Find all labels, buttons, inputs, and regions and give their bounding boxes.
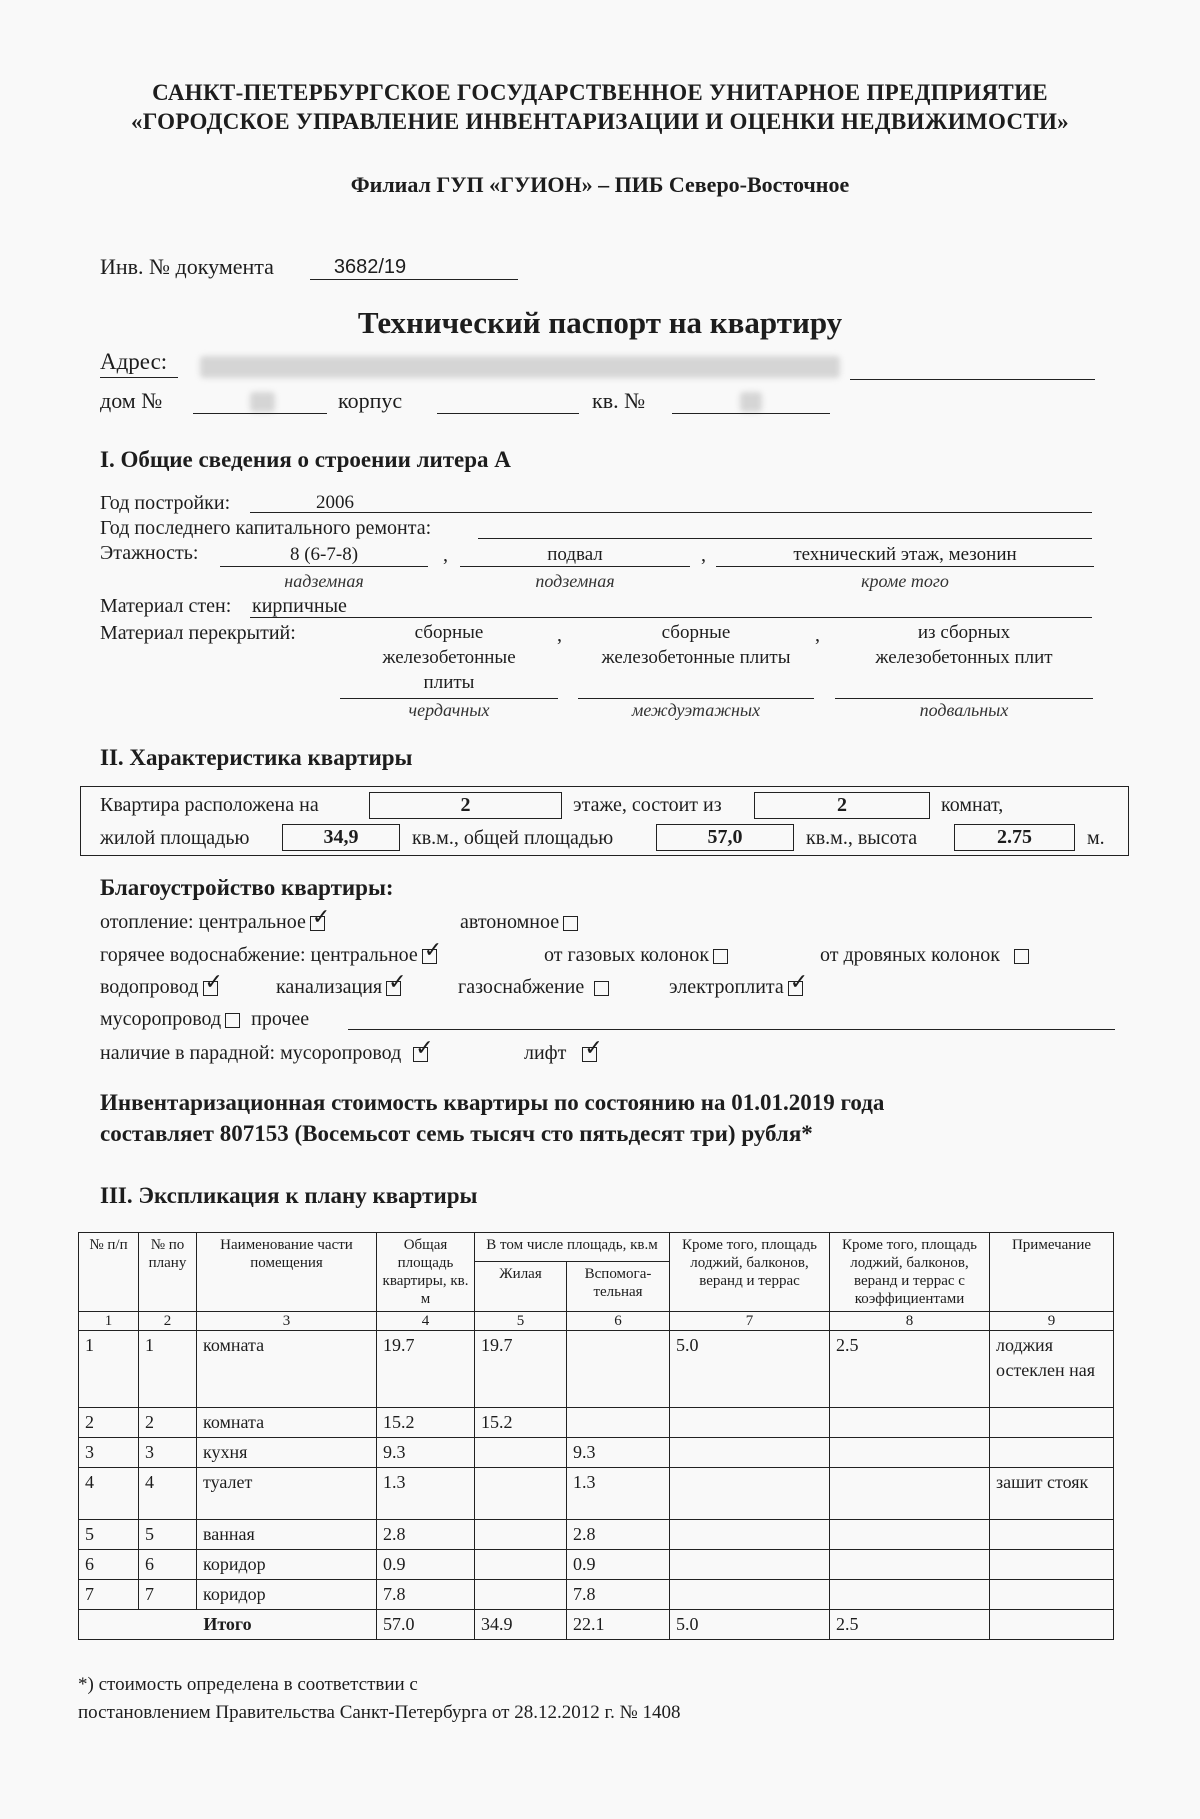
cell-note: лоджия остеклен ная	[990, 1331, 1114, 1408]
korpus-label: корпус	[338, 388, 403, 413]
col-header-living: Жилая	[475, 1262, 567, 1312]
footnote-line1: *) стоимость определена в соответствии с	[78, 1674, 418, 1695]
sewer-checkbox[interactable]	[386, 981, 401, 996]
living-area-label: жилой площадью	[100, 827, 250, 849]
caption-extra: кроме того	[861, 571, 949, 591]
col-number: 9	[990, 1312, 1114, 1331]
hotwater-wood-label: от дровяных колонок	[820, 944, 1001, 966]
height-value: 2.75	[997, 826, 1032, 848]
cell-total: 1.3	[377, 1468, 475, 1520]
inv-number: 3682/19	[333, 256, 407, 278]
floor-value: 2	[460, 794, 471, 816]
cell-living: 15.2	[475, 1408, 567, 1438]
cell-num: 6	[79, 1550, 139, 1580]
valuation-line2: составляет 807153 (Восемьсот семь тысяч сто пятьдесят три) рубля*	[100, 1121, 813, 1146]
document-title: Технический паспорт на квартиру	[357, 305, 843, 340]
table-total-row	[79, 1610, 1114, 1640]
inter-material-l1: сборные	[661, 622, 731, 643]
chute-label: мусоропровод	[100, 1008, 222, 1030]
cell-total: 15.2	[377, 1408, 475, 1438]
address-label: Адрес:	[100, 349, 168, 374]
cell-note: зашит стояк	[990, 1468, 1114, 1520]
entrance-label: наличие в парадной:	[100, 1042, 276, 1064]
hotwater-label: горячее водоснабжение:	[100, 944, 306, 966]
cell-aux	[567, 1408, 670, 1438]
cell-loggia-k: 2.5	[830, 1331, 990, 1408]
hotwater-wood-checkbox[interactable]	[1014, 949, 1029, 964]
cell-loggia	[670, 1468, 830, 1520]
heating-central-label: центральное	[198, 911, 306, 933]
house-label: дом №	[100, 388, 163, 413]
floors-material-label: Материал перекрытий:	[100, 622, 296, 644]
heating-auto-checkbox[interactable]	[563, 916, 578, 931]
comma-4: ,	[815, 624, 820, 646]
cell-note	[990, 1580, 1114, 1610]
floors-extra: технический этаж, мезонин	[793, 544, 1017, 565]
cell-living	[475, 1468, 567, 1520]
year-built-label: Год постройки:	[100, 492, 231, 514]
entrance-chute-label: мусоропровод	[280, 1042, 402, 1064]
cell-plan: 3	[139, 1438, 197, 1468]
cell-note	[990, 1550, 1114, 1580]
cell-name: туалет	[197, 1468, 377, 1520]
last-repair-underline	[478, 538, 1092, 539]
col-header-aux: Вспомога- тельная	[567, 1262, 670, 1312]
comma-3: ,	[557, 624, 562, 646]
cell-name: коридор	[197, 1580, 377, 1610]
gas-label: газоснабжение	[458, 976, 585, 998]
water-item	[100, 976, 218, 999]
attic-material-l1: сборные	[414, 622, 484, 643]
walls-underline	[250, 617, 1092, 618]
base-material-l1: из сборных	[917, 622, 1011, 643]
cell-note	[990, 1438, 1114, 1468]
cell-living	[475, 1550, 567, 1580]
hotwater-central-label: центральное	[310, 944, 418, 966]
total-area-sum: 57.0	[377, 1610, 475, 1640]
inter-material-l2: железобетонные плиты	[601, 647, 791, 668]
cell-num: 4	[79, 1468, 139, 1520]
cell-living	[475, 1438, 567, 1468]
inv-label: Инв. № документа	[100, 254, 274, 279]
rooms-value-box	[754, 792, 930, 819]
living-area-box	[282, 824, 400, 851]
comma-1: ,	[443, 544, 448, 566]
rooms-value: 2	[837, 794, 847, 816]
cell-note	[990, 1408, 1114, 1438]
entrance-chute-checkbox[interactable]	[413, 1047, 428, 1062]
cell-loggia-k	[830, 1550, 990, 1580]
org-name-line1: САНКТ-ПЕТЕРБУРГСКОЕ ГОСУДАРСТВЕННОЕ УНИТАРНОЕ ПРЕДПРИЯТИЕ	[152, 80, 1048, 105]
col-number: 3	[197, 1312, 377, 1331]
col-number: 2	[139, 1312, 197, 1331]
cell-loggia-k	[830, 1520, 990, 1550]
floor-label: Квартира расположена на	[100, 794, 319, 816]
entrance-row	[100, 1042, 428, 1065]
cell-plan: 1	[139, 1331, 197, 1408]
cell-total: 2.8	[377, 1520, 475, 1550]
table-row	[79, 1580, 1114, 1610]
col-number: 5	[475, 1312, 567, 1331]
table-header-row	[79, 1233, 1114, 1262]
col-header-loggia-k: Кроме того, площадь лоджий, балконов, веранд и террас с коэффициентами	[830, 1233, 990, 1312]
floor-value-box	[369, 792, 562, 819]
caption-inter: междуэтажных	[631, 700, 761, 720]
heating-central-checkbox[interactable]	[310, 916, 325, 931]
walls-label: Материал стен:	[100, 595, 232, 617]
cell-loggia	[670, 1520, 830, 1550]
floors-above: 8 (6-7-8)	[289, 544, 359, 565]
heating-auto-item	[460, 911, 578, 934]
cell-total: 7.8	[377, 1580, 475, 1610]
col-header-loggia: Кроме того, площадь лоджий, балконов, веранд и террас	[670, 1233, 830, 1312]
cell-living	[475, 1520, 567, 1550]
cell-aux: 7.8	[567, 1580, 670, 1610]
cell-loggia-k	[830, 1468, 990, 1520]
inv-underline	[310, 279, 518, 280]
cell-aux: 9.3	[567, 1438, 670, 1468]
table-row	[79, 1550, 1114, 1580]
col-number: 4	[377, 1312, 475, 1331]
redacted-address	[200, 356, 840, 378]
amenities-heading: Благоустройство квартиры:	[100, 875, 394, 900]
cell-name: комната	[197, 1331, 377, 1408]
cell-aux: 1.3	[567, 1468, 670, 1520]
hotwater-wood-item	[820, 944, 1029, 967]
cell-num: 1	[79, 1331, 139, 1408]
col-number: 1	[79, 1312, 139, 1331]
valuation-line1: Инвентаризационная стоимость квартиры по состоянию на 01.01.2019 года	[100, 1090, 885, 1115]
height-unit: м.	[1087, 827, 1105, 849]
hotwater-gas-item	[544, 944, 728, 967]
year-built: 2006	[316, 492, 354, 513]
cell-total: 0.9	[377, 1550, 475, 1580]
heating-row	[100, 911, 325, 934]
cell-name: ванная	[197, 1520, 377, 1550]
table-row	[79, 1438, 1114, 1468]
chute-item	[100, 1008, 309, 1031]
total-loggia-sum: 5.0	[670, 1610, 830, 1640]
section3-heading: III. Экспликация к плану квартиры	[100, 1183, 478, 1208]
hotwater-gas-label: от газовых колонок	[544, 944, 710, 966]
col-header-total: Общая площадь квартиры, кв. м	[377, 1233, 475, 1312]
cell-loggia: 5.0	[670, 1331, 830, 1408]
floors-under-underline	[460, 566, 690, 567]
table-row	[79, 1468, 1114, 1520]
org-name-line2: «ГОРОДСКОЕ УПРАВЛЕНИЕ ИНВЕНТАРИЗАЦИИ И ОЦЕНКИ НЕДВИЖИМОСТИ»	[130, 109, 1069, 134]
cell-loggia	[670, 1408, 830, 1438]
attic-material-l2: железобетонные	[382, 647, 516, 668]
explication-table	[78, 1232, 1114, 1640]
cell-note	[990, 1520, 1114, 1550]
total-area-value: 57,0	[707, 826, 743, 848]
section1-heading: I. Общие сведения о строении литера А	[100, 447, 511, 472]
cell-plan: 4	[139, 1468, 197, 1520]
comma-2: ,	[701, 544, 706, 566]
korpus-underline	[437, 413, 579, 414]
gas-checkbox[interactable]	[594, 981, 609, 996]
cell-total: 19.7	[377, 1331, 475, 1408]
caption-base: подвальных	[919, 700, 1009, 720]
rooms-suffix: комнат,	[941, 794, 1004, 816]
base-underline	[835, 698, 1093, 699]
cell-loggia-k	[830, 1580, 990, 1610]
col-header-note: Примечание	[990, 1233, 1114, 1312]
column-number-row	[79, 1312, 1114, 1331]
total-area-label: кв.м., общей площадью	[412, 827, 614, 849]
cell-num: 5	[79, 1520, 139, 1550]
branch-name: Филиал ГУП «ГУИОН» – ПИБ Северо-Восточное	[350, 172, 850, 197]
gas-item	[458, 976, 609, 999]
total-label: Итого	[79, 1610, 377, 1640]
hotwater-row	[100, 944, 437, 967]
cell-num: 7	[79, 1580, 139, 1610]
attic-underline	[340, 698, 558, 699]
elevator-label: лифт	[524, 1042, 567, 1064]
height-label: кв.м., высота	[806, 827, 918, 849]
col-number: 6	[567, 1312, 670, 1331]
inter-underline	[578, 698, 814, 699]
sewer-label: канализация	[276, 976, 383, 998]
walls-material: кирпичные	[252, 595, 347, 617]
water-label: водопровод	[100, 976, 199, 998]
redacted-house	[250, 392, 275, 412]
house-underline	[193, 413, 327, 414]
hotwater-central-checkbox[interactable]	[422, 949, 437, 964]
heating-label: отопление:	[100, 911, 194, 933]
living-area-value: 34,9	[323, 826, 359, 848]
other-underline	[348, 1029, 1115, 1030]
footnote-line2: постановлением Правительства Санкт-Петербурга от 28.12.2012 г. № 1408	[78, 1702, 681, 1723]
floors-under: подвал	[547, 544, 603, 565]
address-underline	[850, 379, 1095, 380]
rooms-label: этаже, состоит из	[573, 794, 722, 816]
cell-name: комната	[197, 1408, 377, 1438]
total-area-box	[656, 824, 794, 851]
col-header-name: Наименование части помещения	[197, 1233, 377, 1312]
cell-name: коридор	[197, 1550, 377, 1580]
water-checkbox[interactable]	[203, 981, 218, 996]
table-row	[79, 1520, 1114, 1550]
stove-item	[669, 976, 803, 999]
base-material-l2: железобетонных плит	[875, 647, 1053, 668]
cell-plan: 6	[139, 1550, 197, 1580]
col-header-num: № п/п	[79, 1233, 139, 1312]
col-header-incl: В том числе площадь, кв.м	[475, 1233, 670, 1262]
cell-aux: 0.9	[567, 1550, 670, 1580]
apt-underline	[672, 413, 830, 414]
stove-checkbox[interactable]	[788, 981, 803, 996]
table-row	[79, 1408, 1114, 1438]
table-row	[79, 1331, 1114, 1408]
other-label: прочее	[251, 1008, 310, 1030]
cell-aux: 2.8	[567, 1520, 670, 1550]
apt-label: кв. №	[592, 388, 646, 413]
attic-material-l3: плиты	[423, 672, 475, 693]
stove-label: электроплита	[669, 976, 784, 998]
cell-num: 3	[79, 1438, 139, 1468]
last-repair-label: Год последнего капитального ремонта:	[100, 517, 432, 539]
address-label-underline	[100, 377, 178, 378]
cell-plan: 5	[139, 1520, 197, 1550]
caption-above: надземная	[284, 571, 364, 591]
total-note	[990, 1610, 1114, 1640]
col-header-plan: № по плану	[139, 1233, 197, 1312]
caption-attic: чердачных	[408, 700, 490, 720]
cell-loggia	[670, 1580, 830, 1610]
total-aux-sum: 22.1	[567, 1610, 670, 1640]
col-number: 8	[830, 1312, 990, 1331]
chute-checkbox[interactable]	[225, 1013, 240, 1028]
cell-name: кухня	[197, 1438, 377, 1468]
floors-above-underline	[220, 566, 428, 567]
elevator-item	[524, 1042, 597, 1065]
cell-num: 2	[79, 1408, 139, 1438]
total-living-sum: 34.9	[475, 1610, 567, 1640]
elevator-checkbox[interactable]	[582, 1047, 597, 1062]
cell-plan: 2	[139, 1408, 197, 1438]
heating-auto-label: автономное	[460, 911, 560, 933]
cell-plan: 7	[139, 1580, 197, 1610]
cell-aux	[567, 1331, 670, 1408]
floors-label: Этажность:	[100, 542, 199, 564]
cell-living: 19.7	[475, 1331, 567, 1408]
height-box	[954, 824, 1075, 851]
hotwater-gas-checkbox[interactable]	[713, 949, 728, 964]
caption-under: подземная	[535, 571, 615, 591]
cell-total: 9.3	[377, 1438, 475, 1468]
section2-heading: II. Характеристика квартиры	[100, 745, 413, 770]
floors-extra-underline	[716, 566, 1094, 567]
sewer-item	[276, 976, 401, 999]
redacted-apartment	[740, 392, 762, 412]
total-loggia-k-sum: 2.5	[830, 1610, 990, 1640]
cell-loggia	[670, 1550, 830, 1580]
cell-loggia-k	[830, 1438, 990, 1468]
col-number: 7	[670, 1312, 830, 1331]
cell-loggia	[670, 1438, 830, 1468]
cell-loggia-k	[830, 1408, 990, 1438]
cell-living	[475, 1580, 567, 1610]
